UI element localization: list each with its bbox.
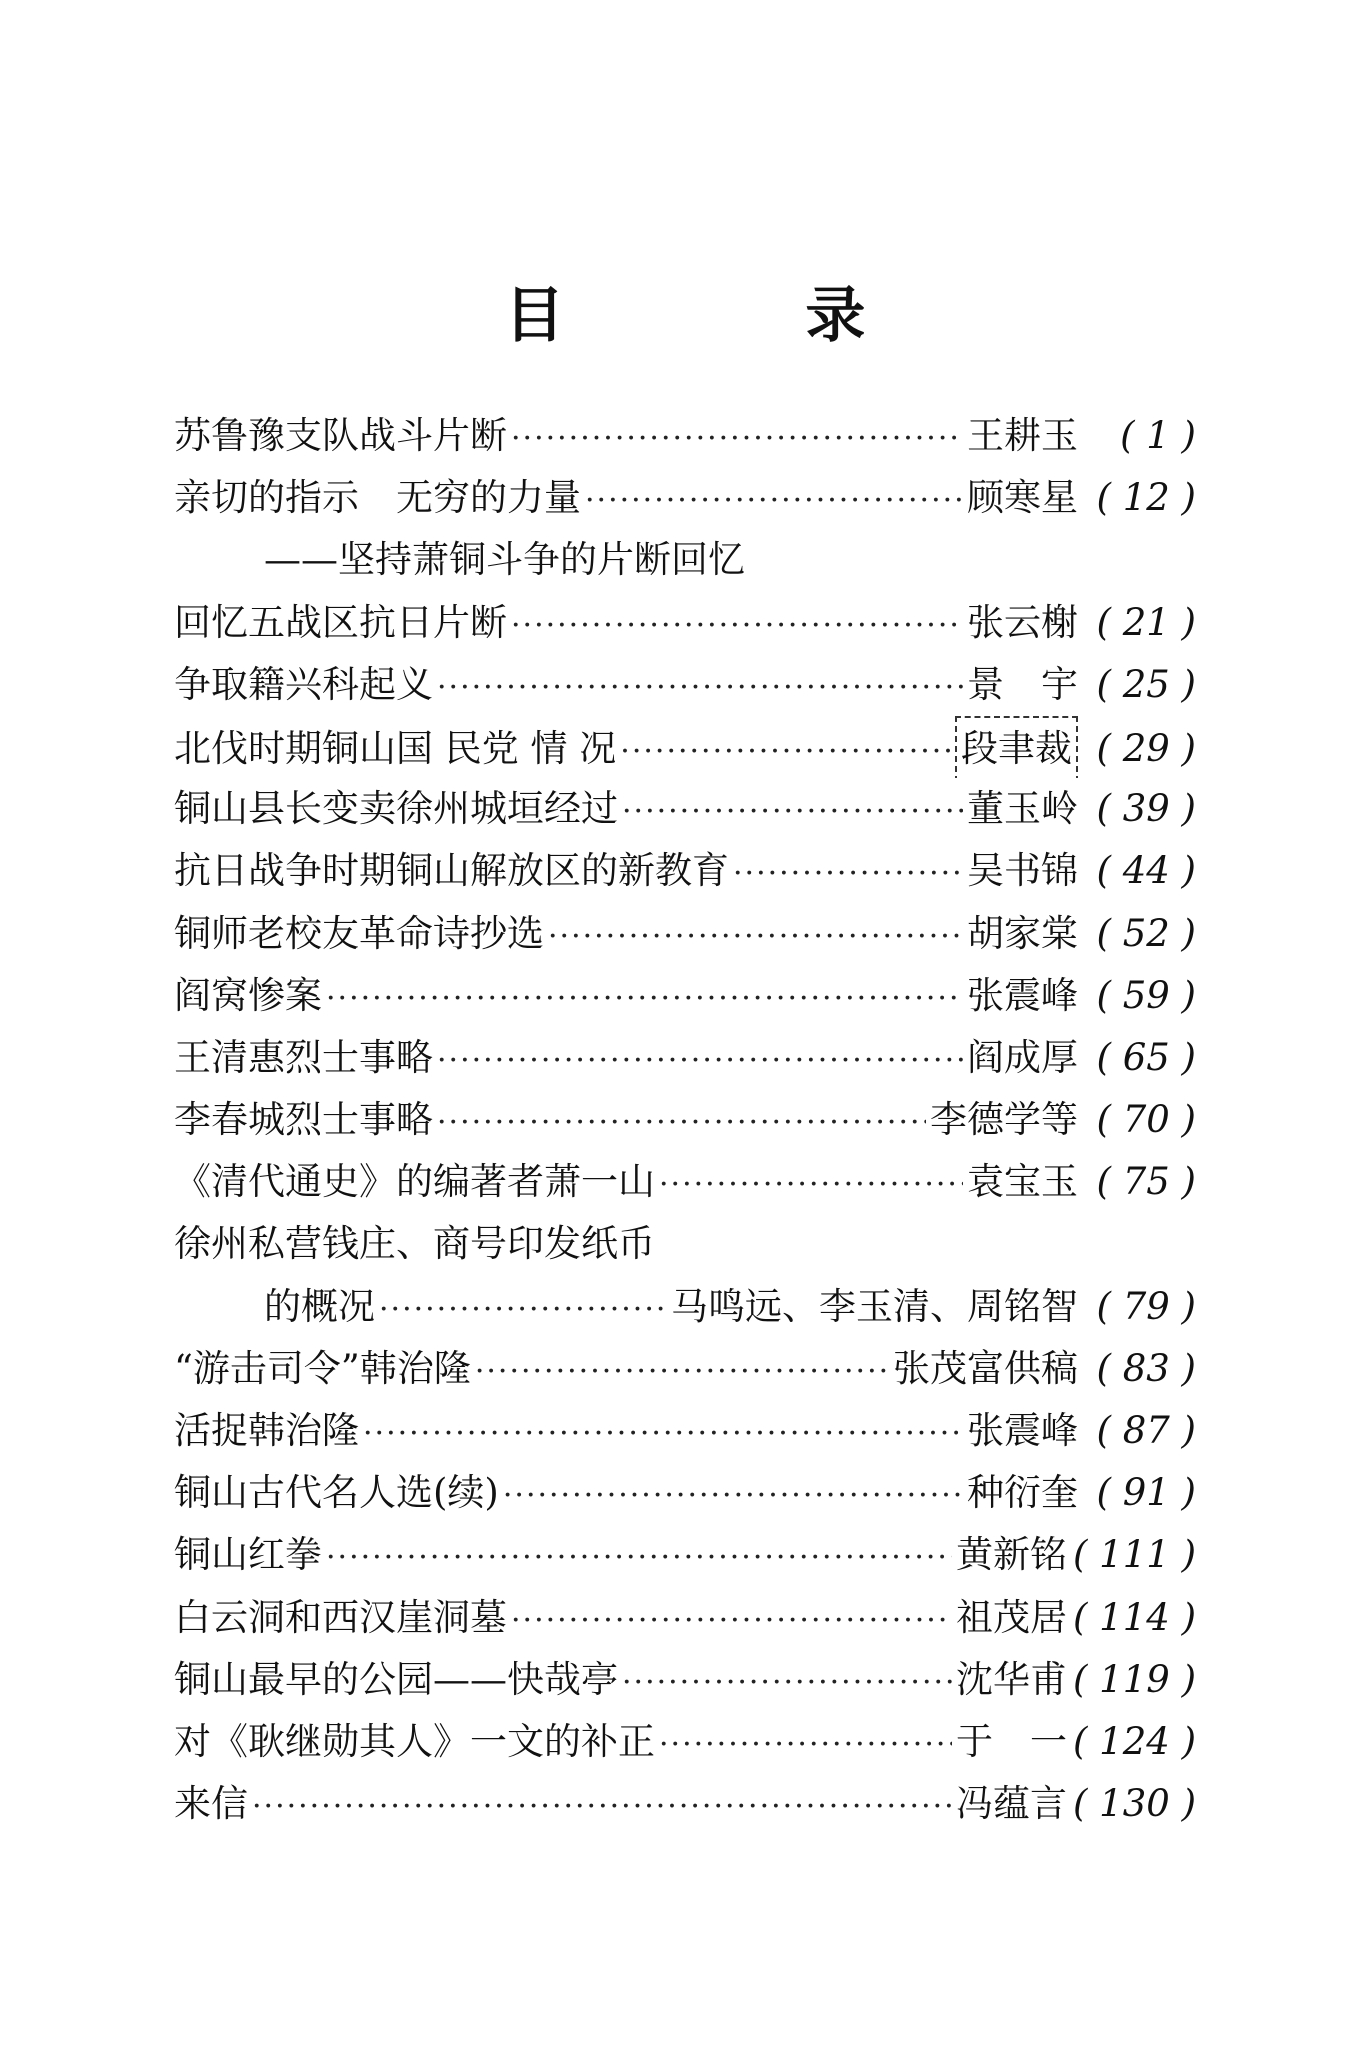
entry-page: ( 83 ) bbox=[1096, 1346, 1196, 1390]
entry-author: 胡家棠 bbox=[967, 911, 1078, 955]
leader-dots bbox=[511, 1590, 952, 1649]
entry-author: 张震峰 bbox=[967, 1409, 1078, 1452]
leader-dots bbox=[326, 968, 963, 1027]
leader-dots bbox=[379, 1279, 667, 1338]
toc-entry bbox=[174, 1338, 1196, 1400]
toc-entry bbox=[174, 1773, 1196, 1835]
entry-page: ( 1 ) bbox=[1120, 414, 1196, 457]
entry-title: 活捉韩治隆 bbox=[174, 1409, 359, 1452]
entry-title: 铜山县长变卖徐州城垣经过 bbox=[174, 787, 618, 831]
entry-author: 祖茂居 bbox=[955, 1595, 1067, 1639]
entry-author: 段聿裁 bbox=[955, 716, 1078, 778]
entry-title: 铜山红拳 bbox=[174, 1533, 322, 1577]
leader-dots bbox=[252, 1776, 952, 1835]
entry-author: 张云榭 bbox=[967, 600, 1078, 644]
entry-page: ( 39 ) bbox=[1096, 787, 1196, 831]
toc-entry bbox=[174, 1711, 1196, 1773]
leader-dots bbox=[511, 595, 963, 654]
toc-entry bbox=[174, 405, 1196, 467]
entry-page: ( 111 ) bbox=[1072, 1533, 1196, 1577]
entry-page: ( 70 ) bbox=[1096, 1098, 1196, 1142]
entry-subtitle: ——坚持萧铜斗争的片断回忆 bbox=[264, 538, 745, 582]
entry-author: 吴书锦 bbox=[967, 849, 1078, 893]
entry-page: ( 25 ) bbox=[1096, 662, 1196, 706]
leader-dots bbox=[659, 1714, 952, 1773]
entry-title: 铜师老校友革命诗抄选 bbox=[174, 911, 544, 955]
toc-entry bbox=[174, 1524, 1196, 1586]
entry-title: 争取籍兴科起义 bbox=[174, 662, 433, 706]
entry-author: 沈华甫 bbox=[955, 1657, 1067, 1701]
leader-dots bbox=[620, 721, 951, 778]
entry-page: ( 21 ) bbox=[1096, 600, 1196, 644]
toc-entry bbox=[174, 965, 1196, 1027]
toc-entry bbox=[174, 1276, 1196, 1338]
entry-author: 种衍奎 bbox=[967, 1471, 1078, 1515]
entry-title: 李春城烈士事略 bbox=[174, 1098, 433, 1142]
toc-entry bbox=[174, 1151, 1196, 1213]
entry-author: 董玉岭 bbox=[967, 787, 1078, 831]
entry-title: 《清代通史》的编著者萧一山 bbox=[174, 1160, 655, 1204]
toc-entry bbox=[174, 1400, 1196, 1462]
entry-page: ( 87 ) bbox=[1096, 1409, 1196, 1452]
table-of-contents bbox=[174, 405, 1196, 1835]
entry-page: ( 79 ) bbox=[1096, 1284, 1196, 1328]
entry-title: 徐州私营钱庄、商号印发纸币 bbox=[174, 1222, 655, 1266]
leader-dots bbox=[659, 1154, 963, 1213]
leader-dots bbox=[622, 781, 963, 840]
entry-author: 景 宇 bbox=[967, 662, 1078, 706]
page-title: 目 录 bbox=[504, 281, 976, 351]
entry-author: 李德学等 bbox=[930, 1098, 1078, 1142]
entry-title: 抗日战争时期铜山解放区的新教育 bbox=[174, 849, 729, 893]
toc-entry bbox=[174, 840, 1196, 902]
leader-dots bbox=[437, 1092, 926, 1151]
toc-entry bbox=[174, 716, 1196, 778]
toc-entry-multiline-start bbox=[174, 1213, 1196, 1275]
toc-entry bbox=[174, 903, 1196, 965]
entry-page: ( 119 ) bbox=[1072, 1657, 1196, 1701]
entry-title: 铜山最早的公园——快哉亭 bbox=[174, 1657, 618, 1701]
toc-entry bbox=[174, 1027, 1196, 1089]
leader-dots bbox=[475, 1341, 889, 1400]
leader-dots bbox=[326, 1527, 952, 1586]
entry-title: 苏鲁豫支队战斗片断 bbox=[174, 414, 507, 457]
entry-author: 黄新铭 bbox=[955, 1533, 1067, 1577]
entry-page: ( 12 ) bbox=[1096, 476, 1196, 520]
entry-author: 张震峰 bbox=[967, 973, 1078, 1017]
toc-entry bbox=[174, 1587, 1196, 1649]
entry-page: ( 59 ) bbox=[1096, 973, 1196, 1017]
leader-dots bbox=[548, 906, 963, 965]
entry-title: 白云洞和西汉崖洞墓 bbox=[174, 1595, 507, 1639]
toc-entry bbox=[174, 592, 1196, 654]
leader-dots bbox=[503, 1465, 963, 1524]
entry-page: ( 130 ) bbox=[1072, 1782, 1196, 1826]
entry-title: 王清惠烈士事略 bbox=[174, 1035, 433, 1079]
entry-title: 对《耿继勋其人》一文的补正 bbox=[174, 1719, 655, 1763]
toc-entry-subtitle bbox=[174, 529, 1196, 591]
entry-page: ( 44 ) bbox=[1096, 849, 1196, 893]
entry-title: 回忆五战区抗日片断 bbox=[174, 600, 507, 644]
leader-dots bbox=[437, 1030, 963, 1089]
entry-author: 阎成厚 bbox=[967, 1035, 1078, 1079]
leader-dots bbox=[363, 1403, 963, 1462]
entry-page: ( 91 ) bbox=[1096, 1471, 1196, 1515]
entry-title: 铜山古代名人选(续) bbox=[174, 1471, 499, 1515]
toc-entry bbox=[174, 778, 1196, 840]
leader-dots bbox=[511, 408, 963, 467]
entry-title: “游击司令”韩治隆 bbox=[174, 1346, 471, 1390]
entry-author: 顾寒星 bbox=[967, 476, 1078, 520]
entry-title: 来信 bbox=[174, 1782, 248, 1826]
entry-page: ( 29 ) bbox=[1096, 726, 1196, 770]
entry-page: ( 114 ) bbox=[1072, 1595, 1196, 1639]
leader-dots bbox=[622, 1652, 952, 1711]
entry-page: ( 52 ) bbox=[1096, 911, 1196, 955]
entry-title: 的概况 bbox=[264, 1284, 375, 1328]
toc-entry bbox=[174, 1089, 1196, 1151]
entry-author: 袁宝玉 bbox=[967, 1160, 1078, 1204]
toc-entry bbox=[174, 1462, 1196, 1524]
entry-author: 于 一 bbox=[955, 1719, 1067, 1763]
toc-entry bbox=[174, 467, 1196, 529]
leader-dots bbox=[437, 657, 963, 716]
entry-author: 张茂富供稿 bbox=[893, 1346, 1078, 1390]
entry-page: ( 65 ) bbox=[1096, 1035, 1196, 1079]
toc-entry bbox=[174, 1649, 1196, 1711]
entry-title: 亲切的指示 无穷的力量 bbox=[174, 476, 581, 520]
entry-author: 马鸣远、李玉清、周铭智 bbox=[671, 1284, 1078, 1328]
leader-dots bbox=[585, 470, 963, 529]
entry-page: ( 124 ) bbox=[1072, 1719, 1196, 1763]
entry-title: 北伐时期铜山国 民党 情 况 bbox=[174, 726, 617, 770]
entry-author: 王耕玉 bbox=[967, 414, 1078, 457]
entry-author: 冯蕴言 bbox=[955, 1782, 1067, 1826]
leader-dots bbox=[733, 843, 963, 902]
toc-entry bbox=[174, 654, 1196, 716]
entry-page: ( 75 ) bbox=[1096, 1160, 1196, 1204]
entry-title: 阎窝惨案 bbox=[174, 973, 322, 1017]
